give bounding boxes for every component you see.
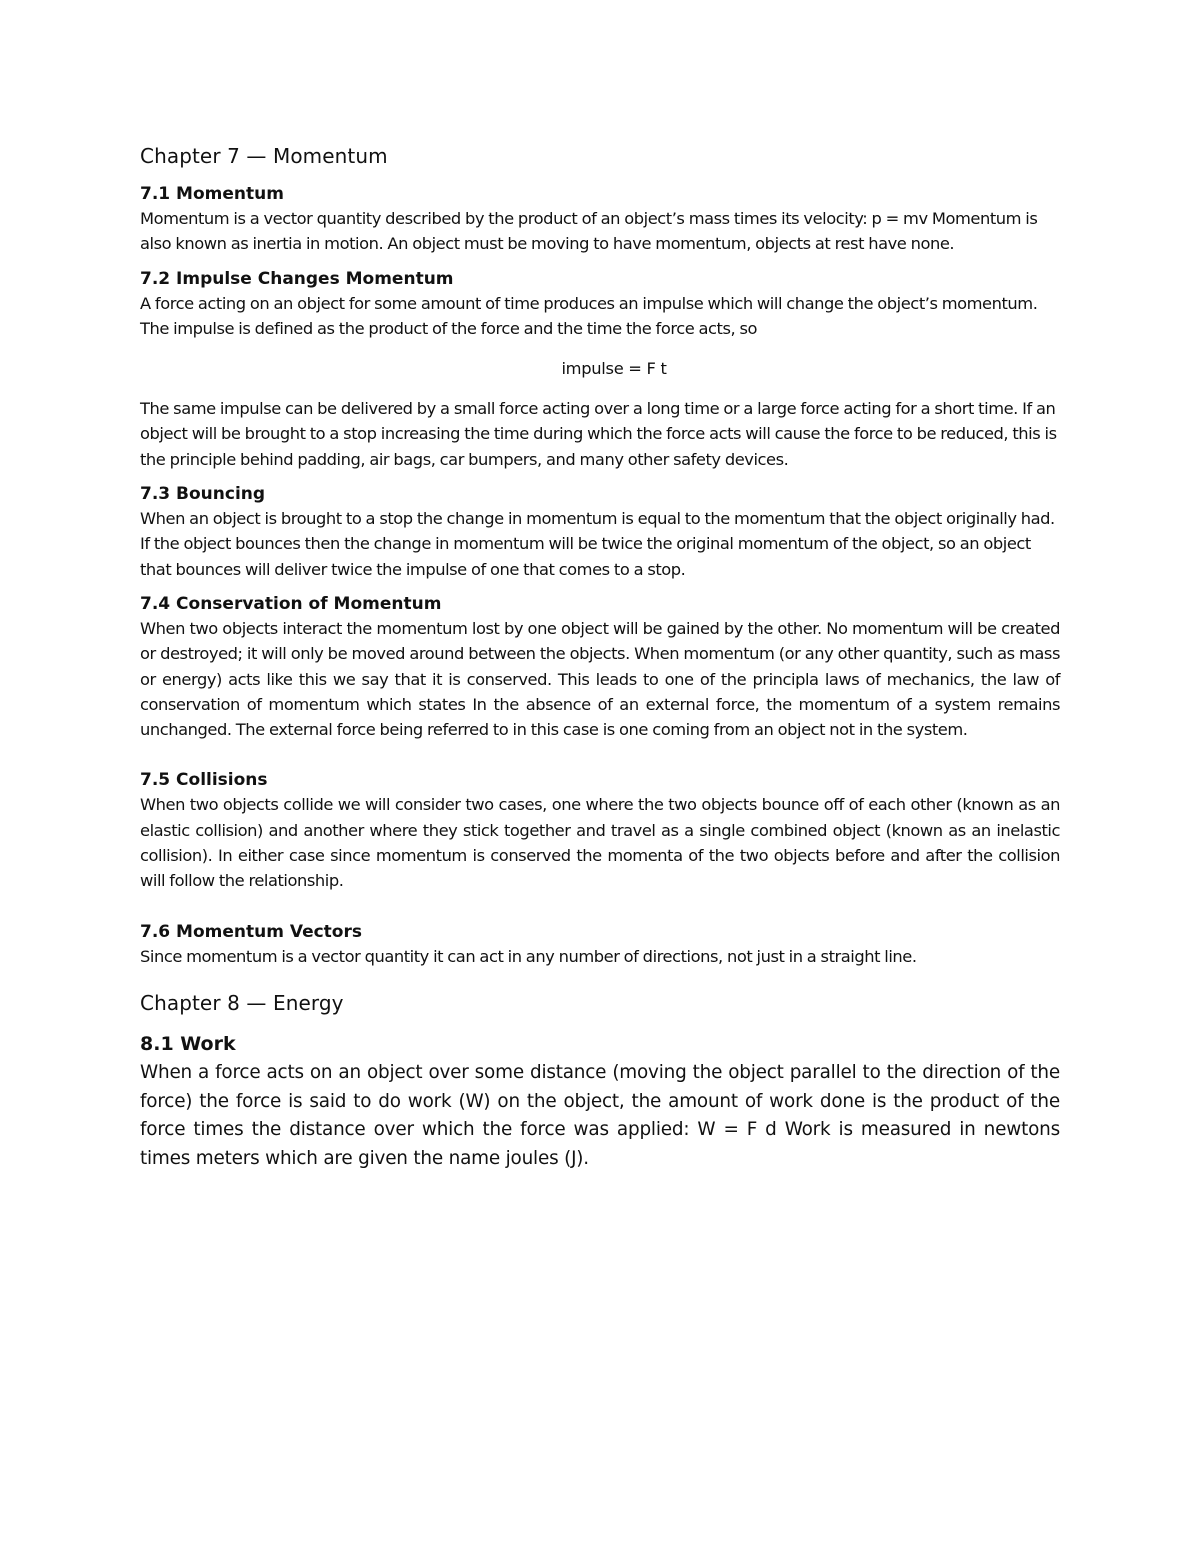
chapter-8-title: Chapter 8 — Energy (140, 990, 344, 1015)
chapter-7-title: Chapter 7 — Momentum (140, 144, 388, 168)
section-7-3-heading: 7.3 Bouncing (140, 484, 266, 505)
section-7-5-text: When two objects collide we will consider two cases, one where the two objects bounce off of each other (known as an elastic collision) and another where they stick together and travel as a single combined object (known as an inelastic collision). In either case since momentum is conserved the momenta of the two objects before and after the collision will follow the relationship. (140, 795, 1060, 891)
section-7-5-heading: 7.5 Collisions (140, 770, 268, 791)
section-7-6-text: Since momentum is a vector quantity it can act in any number of directions, not just in a straight line. (140, 946, 917, 966)
section-7-3-text: When an object is brought to a stop the change in momentum is equal to the momentum that the object originally had. If the object bounces then the change in momentum will be twice the original momentum of the object, so an object that bounces will deliver twice the impulse of one that comes to a stop. (140, 509, 1055, 579)
section-7-6-heading: 7.6 Momentum Vectors (140, 921, 362, 942)
section-7-4-heading: 7.4 Conservation of Momentum (140, 593, 442, 614)
document-page (140, 142, 1060, 1183)
section-7-2-text-1: A force acting on an object for some amount of time produces an impulse which will change the object’s momentum. The impulse is defined as the product of the force and the time the force acts, so (140, 293, 1038, 338)
section-7-4-text: When two objects interact the momentum lost by one object will be gained by the other. No momentum will be created or destroyed; it will only be moved around between the objects. When momentum (or any other quantity, such as mass or energy) acts like this we say that it is conserved. This leads to one of the principla laws of mechanics, the law of conservation of momentum which states In the absence of an external force, the momentum of a system remains unchanged. The external force being referred to in this case is one coming from an object not in the system. (140, 618, 1060, 740)
section-7-1-text: Momentum is a vector quantity described by the product of an object’s mass times its velocity: p = mv Momentum is also known as inertia in motion. An object must be moving to have momentum, objects at rest have none. (140, 209, 1038, 254)
section-8-1-heading: 8.1 Work (140, 1032, 236, 1055)
section-7-2-heading: 7.2 Impulse Changes Momentum (140, 268, 454, 289)
section-7-1-heading: 7.1 Momentum (140, 184, 284, 204)
impulse-formula: impulse = F t (561, 359, 667, 379)
section-8-1-text: When a force acts on an object over some distance (moving the object parallel to the direction of the force) the force is said to do work (W) on the object, the amount of work done is the product of the force times the distance over which the force was applied: W = F d Work is measured in newtons times meters which are given the name joules (J). (140, 1061, 1060, 1169)
section-7-2-text-2: The same impulse can be delivered by a small force acting over a long time or a large force acting for a short time. If an object will be brought to a stop increasing the time during which the force acts will cause the force to be reduced, this is the principle behind padding, air bags, car bumpers, and many other safety devices. (140, 399, 1057, 469)
